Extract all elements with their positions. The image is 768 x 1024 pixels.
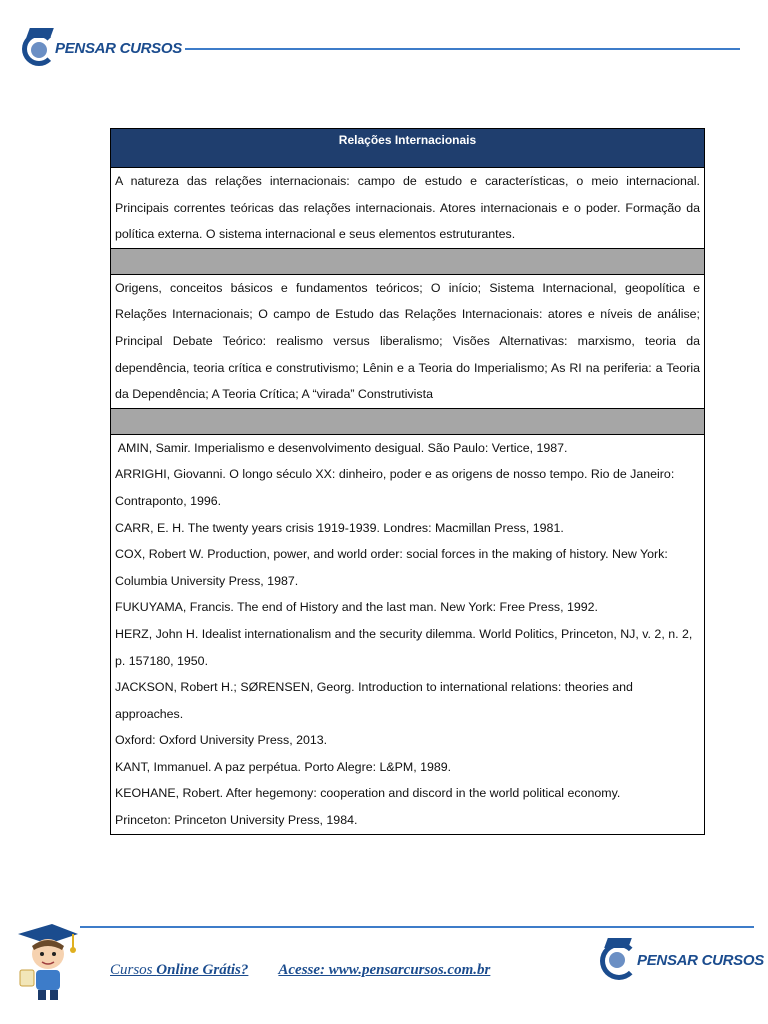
course-description: A natureza das relações internacionais: campo de estudo e características, o meio internacional. Principais correntes teóricas das relações internacionais. Atores internacionais e o poder. Formação da política externa. O sistema internacional e seus elementos estruturantes. [111,168,705,249]
reference-item: JACKSON, Robert H.; SØRENSEN, Georg. Introduction to international relations: theories and approaches. [115,680,633,721]
student-mascot-icon [12,920,82,1002]
section-separator [111,248,705,274]
reference-item: Princeton: Princeton University Press, 1984. [115,813,358,828]
logo-wordmark: PENSAR CURSOS [634,952,767,969]
reference-item: ARRIGHI, Giovanni. O longo século XX: dinheiro, poder e as origens de nosso tempo. Rio de Janeiro: Contraponto, 1996. [115,467,675,508]
reference-item: CARR, E. H. The twenty years crisis 1919-1939. Londres: Macmillan Press, 1981. [115,520,564,535]
table-title: Relações Internacionais [111,129,705,168]
reference-item: AMIN, Samir. Imperialismo e desenvolvimento desigual. São Paulo: Vertice, 1987. [115,440,568,455]
header-divider [150,48,740,50]
course-content: Origens, conceitos básicos e fundamentos teóricos; O início; Sistema Internacional, geopolítica e Relações Internacionais; O campo de Estudo das Relações Internacionais: atores e níveis de análise; Principal Debate Teórico: realismo versus liberalismo; Visões Alternativas: marxismo, teoria da dependência, teoria crítica e construtivismo; Lênin e a Teoria do Imperialismo; As RI na periferia: a Teoria da Dependência; A Teoria Crítica; A “virada” Construtivista [111,274,705,408]
reference-item: FUKUYAMA, Francis. The end of History and the last man. New York: Free Press, 1992. [115,600,598,615]
reference-item: KANT, Immanuel. A paz perpétua. Porto Alegre: L&PM, 1989. [115,759,452,774]
reference-item: KEOHANE, Robert. After hegemony: cooperation and discord in the world political economy. [115,786,621,801]
references-list [111,434,705,834]
logo-wordmark: PENSAR CURSOS [52,40,185,57]
reference-item: HERZ, John H. Idealist internationalism and the security dilemma. World Politics, Princeton, NJ, v. 2, n. 2, p. 157180, 1950. [115,626,693,668]
section-separator [111,408,705,434]
page-header [0,0,768,80]
reference-item: COX, Robert W. Production, power, and world order: social forces in the making of history. New York: Columbia University Press, 1987. [115,547,668,588]
pensar-cursos-logo-footer[interactable] [598,938,767,982]
reference-item: Oxford: Oxford University Press, 2013. [115,733,328,748]
footer-promo-link[interactable]: Cursos Online Grátis? Acesse: www.pensarcursos.com.br [110,962,491,978]
course-table [110,128,705,835]
pensar-cursos-logo[interactable] [20,28,185,68]
footer-divider [80,926,754,928]
